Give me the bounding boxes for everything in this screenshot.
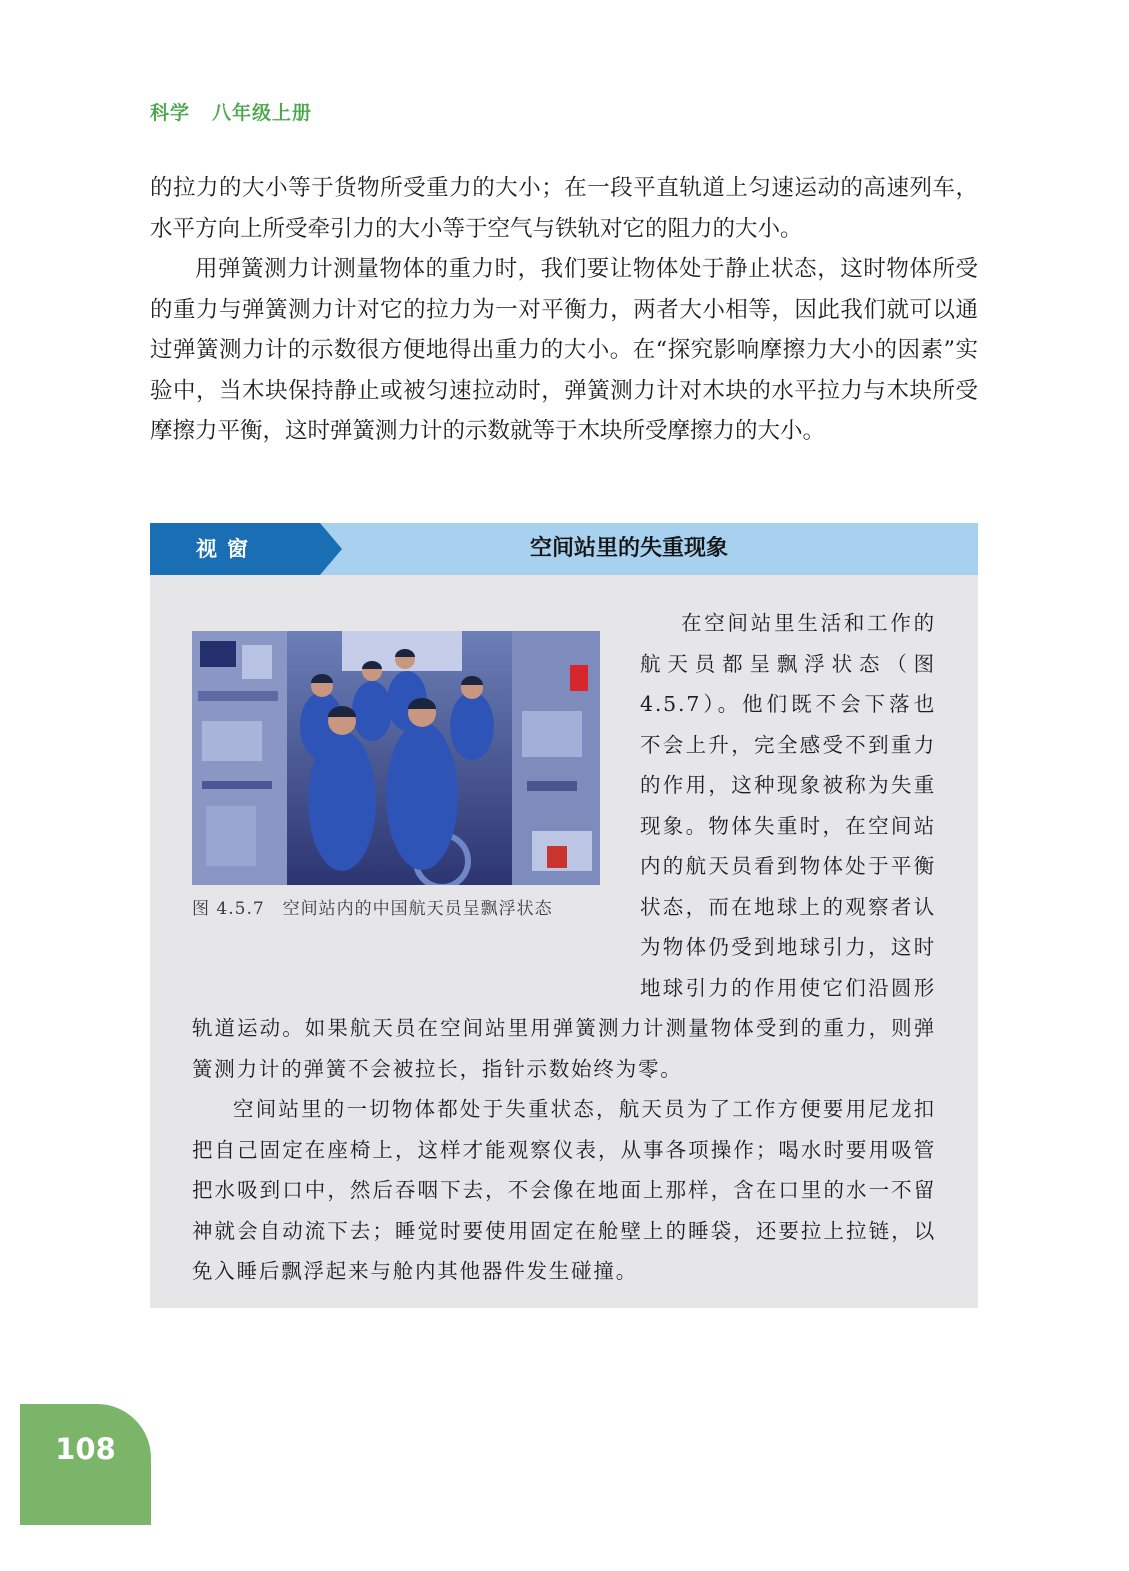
page-number-tab — [20, 1404, 151, 1525]
sidebar-tag-arrow — [320, 523, 342, 575]
sidebar-paragraph-2: 空间站里的一切物体都处于失重状态，航天员为了工作方便要用尼龙扣把自己固定在座椅上，这样才能观察仪表，从事各项操作；喝水时要用吸管把水吸到口中，然后吞咽下去，不会像在地面上那样，含在口里的水一不留神就会自动流下去；睡觉时要使用固定在舱壁上的睡袋，还要拉上拉链，以免入睡后飘浮起来与舱内其他器件发生碰撞。 — [192, 1097, 936, 1283]
sidebar-paragraph-1: 在空间站里生活和工作的航天员都呈飘浮状态（图4.5.7）。他们既不会下落也不会上升，完全感受不到重力的作用，这种现象被称为失重现象。物体失重时，在空间站内的航天员看到物体处于平衡状态，而在地球上的观察者认为物体仍受到地球引力，这时地球引力的作用使它们沿圆形轨道运动。如果航天员在空间站里用弹簧测力计测量物体受到的重力，则弹簧测力计的弹簧不会被拉长，指针示数始终为零。 — [192, 611, 936, 1081]
main-text — [150, 168, 978, 452]
figure-caption: 图 4.5.7 空间站内的中国航天员呈飘浮状态 — [192, 899, 553, 919]
header-subject: 科学 — [150, 102, 191, 124]
running-header — [150, 98, 312, 125]
sidebar-title-bar — [150, 523, 978, 575]
window-sidebar — [150, 523, 978, 1308]
sidebar-body — [192, 603, 936, 1292]
main-paragraph-2: 用弹簧测力计测量物体的重力时，我们要让物体处于静止状态，这时物体所受的重力与弹簧测力计对它的拉力为一对平衡力，两者大小相等，因此我们就可以通过弹簧测力计的示数很方便地得出重力的大小。在“探究影响摩擦力大小的因素”实验中，当木块保持静止或被匀速拉动时，弹簧测力计对木块的水平拉力与木块所受摩擦力平衡，这时弹簧测力计的示数就等于木块所受摩擦力的大小。 — [150, 256, 978, 444]
astronauts-photo — [192, 631, 600, 885]
figure — [192, 631, 640, 987]
sidebar-tag-label: 视窗 — [196, 537, 258, 561]
page-number: 108 — [55, 1432, 116, 1466]
header-grade: 八年级上册 — [212, 102, 313, 124]
sidebar-title: 空间站里的失重现象 — [530, 536, 729, 561]
main-paragraph-1: 的拉力的大小等于货物所受重力的大小；在一段平直轨道上匀速运动的高速列车，水平方向上所受牵引力的大小等于空气与铁轨对它的阻力的大小。 — [150, 175, 978, 242]
